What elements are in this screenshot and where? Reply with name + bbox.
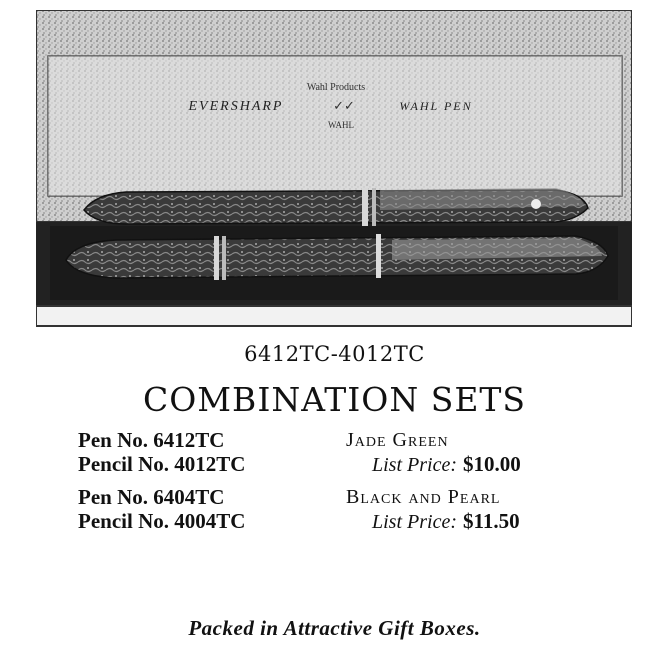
- model-code: 6412TC-4012TC: [244, 342, 425, 366]
- item-1-price: $10.00: [463, 452, 521, 476]
- lid-logo-icon: ✓✓: [333, 99, 355, 114]
- lid-text-4: WAHL: [328, 120, 354, 130]
- lid-text-2: EVERSHARP: [188, 99, 284, 114]
- pen-icon: [84, 188, 588, 226]
- item-2-price: $11.50: [463, 509, 520, 533]
- gift-box-photo: [36, 10, 632, 330]
- item-1-price-line: [372, 452, 521, 477]
- item-2-pen: Pen No. 6404TC: [78, 485, 225, 509]
- item-2-color: [346, 485, 500, 509]
- item-1-color: [346, 428, 449, 452]
- item-2-pencil: Pencil No. 4004TC: [78, 509, 246, 533]
- item-2-color-label: Black and Pearl: [346, 486, 501, 508]
- gift-box-illustration: [36, 10, 632, 330]
- section-heading: COMBINATION SETS: [142, 380, 527, 419]
- item-1-list-label: List Price:: [372, 454, 457, 476]
- lid-text-3: WAHL PEN: [399, 99, 473, 113]
- item-2-price-line: [372, 509, 520, 534]
- item-1-pencil: Pencil No. 4012TC: [78, 452, 246, 476]
- item-1-color-label: Jade Green: [346, 429, 449, 451]
- item-1-pen: Pen No. 6412TC: [78, 428, 225, 452]
- item-2-list-label: List Price:: [372, 511, 457, 533]
- footer-note: Packed in Attractive Gift Boxes.: [188, 616, 481, 640]
- pencil-icon: [66, 234, 608, 280]
- lid-text-1: Wahl Products: [306, 82, 366, 93]
